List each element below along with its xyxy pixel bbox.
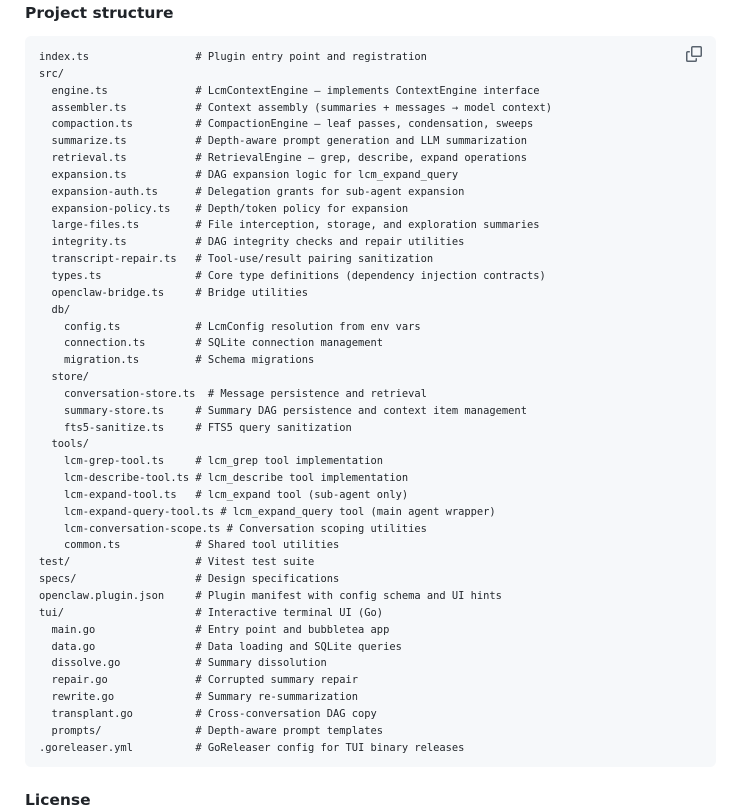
copy-icon (686, 46, 702, 62)
code-line: lcm-conversation-scope.ts # Conversation scoping utilities (39, 522, 427, 535)
section-heading: Project structure (25, 4, 174, 22)
code-line: conversation-store.ts # Message persistence and retrieval (39, 387, 427, 400)
code-line: tui/ # Interactive terminal UI (Go) (39, 606, 384, 619)
code-line: common.ts # Shared tool utilities (39, 539, 340, 552)
code-line: openclaw.plugin.json # Plugin manifest with config schema and UI hints (39, 590, 502, 602)
code-line: store/ (39, 371, 90, 384)
code-line: integrity.ts # DAG integrity checks and repair utilities (39, 236, 465, 249)
code-block (25, 36, 716, 767)
code-line: prompts/ # Depth-aware prompt templates (39, 724, 384, 737)
code-line: assembler.ts # Context assembly (summaries + messages → model context) (39, 101, 552, 114)
code-line: migration.ts # Schema migrations (39, 354, 315, 367)
project-tree-code (39, 49, 552, 756)
code-line: summary-store.ts # Summary DAG persistence and context item management (39, 404, 527, 417)
next-section-heading: License (25, 791, 91, 809)
code-line: data.go # Data loading and SQLite queries (39, 640, 402, 653)
code-line: specs/ # Design specifications (39, 573, 340, 586)
code-line: db/ (39, 303, 71, 316)
code-line: repair.go # Corrupted summary repair (39, 674, 359, 687)
code-line: expansion-policy.ts # Depth/token policy for expansion (39, 202, 409, 215)
code-line: fts5-sanitize.ts # FTS5 query sanitization (39, 421, 352, 434)
code-line: .goreleaser.yml # GoReleaser config for TUI binary releases (39, 741, 465, 754)
code-line: src/ (39, 67, 65, 80)
code-line: types.ts # Core type definitions (dependency injection contracts) (39, 269, 546, 282)
heading-divider (25, 29, 715, 30)
code-line: rewrite.go # Summary re-summarization (39, 691, 359, 704)
copy-button[interactable] (686, 46, 704, 64)
code-line: lcm-grep-tool.ts # lcm_grep tool implementation (39, 455, 384, 468)
code-line: expansion.ts # DAG expansion logic for lcm_expand_query (39, 168, 459, 181)
code-line: lcm-describe-tool.ts # lcm_describe tool implementation (39, 472, 409, 485)
code-line: connection.ts # SQLite connection management (39, 337, 384, 350)
code-line: large-files.ts # File interception, storage, and exploration summaries (39, 219, 540, 232)
code-line: openclaw-bridge.ts # Bridge utilities (39, 286, 308, 299)
code-line: transplant.go # Cross-conversation DAG copy (39, 707, 377, 720)
code-line: transcript-repair.ts # Tool-use/result pairing sanitization (39, 253, 434, 266)
code-line: config.ts # LcmConfig resolution from env vars (39, 320, 421, 333)
code-line: compaction.ts # CompactionEngine — leaf passes, condensation, sweeps (39, 118, 534, 131)
code-line: main.go # Entry point and bubbletea app (39, 623, 390, 636)
code-line: lcm-expand-query-tool.ts # lcm_expand_query tool (main agent wrapper) (39, 505, 496, 518)
code-line: expansion-auth.ts # Delegation grants for sub-agent expansion (39, 185, 465, 198)
code-line: lcm-expand-tool.ts # lcm_expand tool (sub-agent only) (39, 488, 409, 501)
code-line: tools/ (39, 438, 90, 451)
code-line: retrieval.ts # RetrievalEngine — grep, describe, expand operations (39, 152, 527, 165)
code-line: test/ # Vitest test suite (39, 556, 315, 569)
code-line: engine.ts # LcmContextEngine — implements ContextEngine interface (39, 84, 540, 97)
code-line: summarize.ts # Depth-aware prompt generation and LLM summarization (39, 135, 527, 148)
code-line: dissolve.go # Summary dissolution (39, 657, 327, 670)
code-line: index.ts # Plugin entry point and registration (39, 51, 427, 63)
